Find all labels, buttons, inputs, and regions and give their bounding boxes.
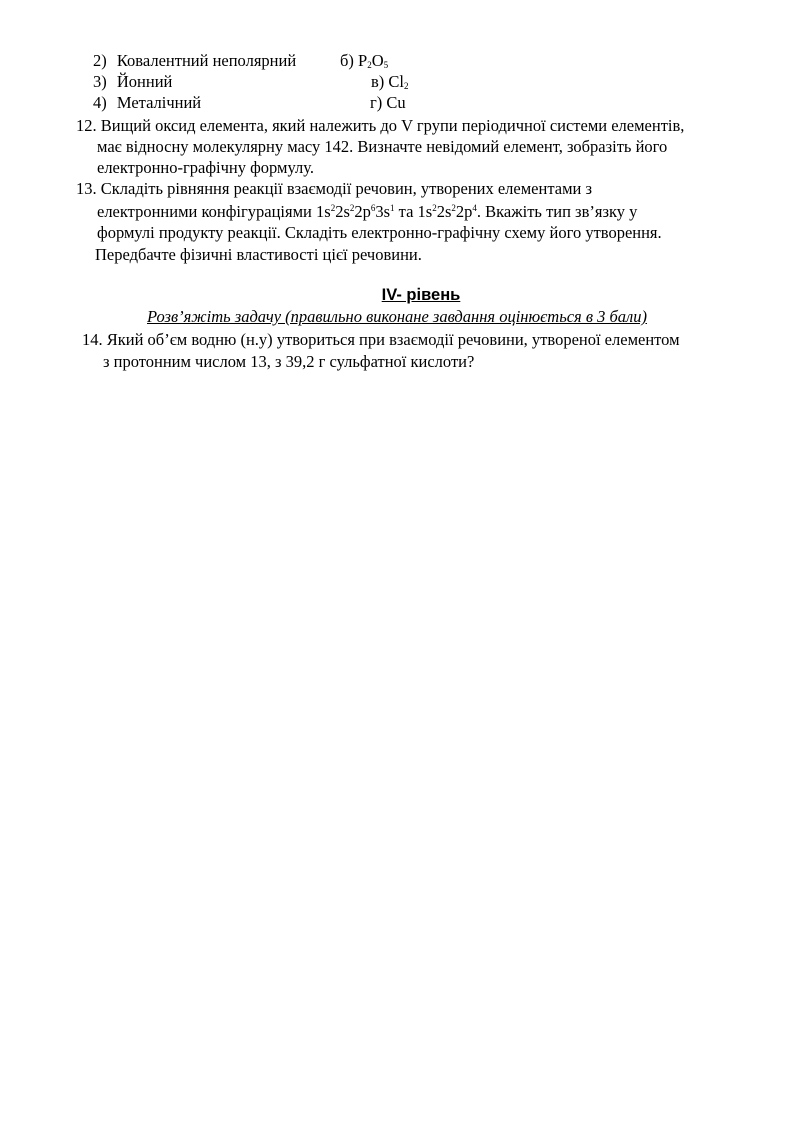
option-answer-2: [340, 50, 388, 71]
question-number: 13.: [76, 179, 97, 198]
question-text: Складіть рівняння реакції взаємодії речовин, утворених елементами з: [100, 179, 592, 198]
option-item-4: [93, 92, 201, 113]
question-13-line-2: електронними конфігураціями $1s^22s^22p^63s^1$ та $1s^22s^22p^4$. Вкажіть тип зв’язку у: [97, 202, 638, 221]
question-number: 14.: [82, 330, 103, 349]
question-number: 12.: [76, 116, 97, 135]
question-13-line-4: Передбачте фізичні властивості цієї речовини.: [95, 245, 422, 264]
answer-letter: г): [370, 93, 383, 112]
option-item-2: [93, 50, 296, 71]
option-label: Металічний: [116, 93, 202, 112]
question-12-line-1: [76, 115, 684, 136]
question-14-line-1: [82, 329, 680, 350]
question-14-line-2: з протонним числом 13, з 39,2 г сульфатної кислоти?: [103, 352, 475, 371]
chemical-formula: $Cl_2$: [388, 72, 409, 91]
option-answer-3: [371, 71, 409, 92]
electron-config-2: $1s^22s^22p^4$: [417, 202, 477, 221]
electron-config-1: $1s^22s^22p^63s^1$: [316, 202, 395, 221]
question-12-line-2: має відносну молекулярну масу 142. Визначте невідомий елемент, зобразіть його: [97, 137, 668, 156]
level-heading: IV- рівень: [381, 286, 461, 304]
question-text: Який об’єм водню (н.у) утвориться при взаємодії речовини, утвореної елементом: [106, 330, 680, 349]
option-number: 4): [93, 93, 107, 112]
question-13-line-1: [76, 178, 592, 199]
option-item-3: [93, 71, 172, 92]
question-12-line-3: електронно-графічну формулу.: [97, 158, 314, 177]
question-text: Вищий оксид елемента, який належить до V групи періодичної системи елементів,: [100, 116, 685, 135]
level-instruction: Розв’яжіть задачу (правильно виконане завдання оцінюється в 3 бали): [147, 307, 647, 326]
option-answer-4: [370, 92, 406, 113]
chemical-formula: $P_2O_5$: [358, 51, 389, 70]
chemical-formula: Cu: [386, 93, 406, 112]
option-number: 3): [93, 72, 107, 91]
answer-letter: б): [340, 51, 354, 70]
option-label: Ковалентний неполярний: [116, 51, 297, 70]
option-number: 2): [93, 51, 107, 70]
answer-letter: в): [371, 72, 385, 91]
question-13-line-3: формулі продукту реакції. Складіть електронно-графічну схему його утворення.: [97, 223, 662, 242]
option-label: Йонний: [116, 72, 173, 91]
